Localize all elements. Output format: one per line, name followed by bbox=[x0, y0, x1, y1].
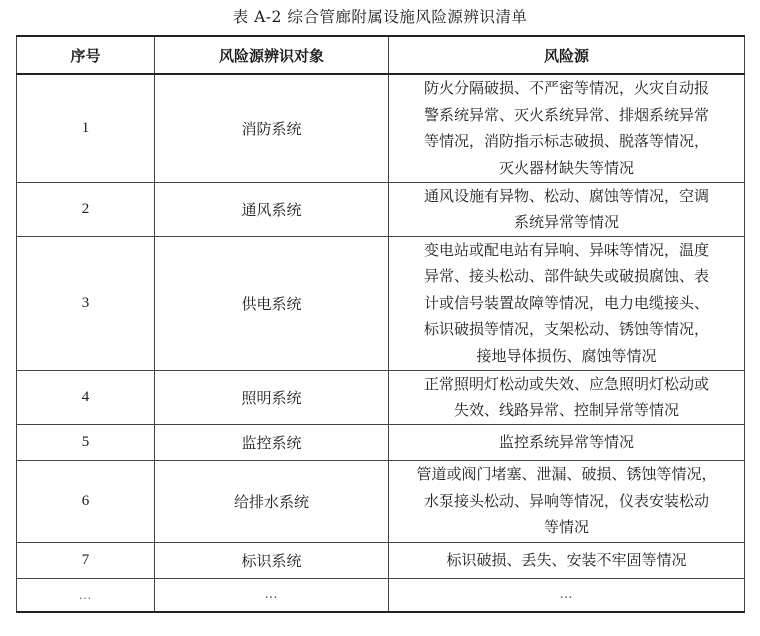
cell-risk-source bbox=[389, 542, 745, 578]
risk-source-line: 通风设施有异物、松动、腐蚀等情况，空调 bbox=[423, 186, 709, 205]
risk-source-line: … bbox=[559, 586, 574, 602]
table-row bbox=[17, 182, 745, 236]
cell-serial-number: 4 bbox=[17, 370, 155, 424]
risk-source-line: 接地导体损伤、腐蚀等情况 bbox=[476, 346, 657, 365]
table-row bbox=[17, 460, 745, 542]
cell-risk-source bbox=[389, 370, 745, 424]
table-row bbox=[17, 236, 745, 370]
cell-risk-source bbox=[389, 578, 745, 612]
cell-serial-number: 7 bbox=[17, 542, 155, 578]
cell-identification-object: 监控系统 bbox=[155, 424, 389, 460]
cell-risk-source bbox=[389, 424, 745, 460]
header-serial-number: 序号 bbox=[17, 36, 155, 74]
risk-source-line: 失效、线路异常、控制异常等情况 bbox=[453, 401, 679, 419]
cell-risk-source bbox=[389, 460, 745, 542]
risk-source-line: 管道或阀门堵塞、泄漏、破损、锈蚀等情况， bbox=[416, 465, 717, 484]
risk-source-line: 等情况，消防指示标志破损、脱落等情况， bbox=[423, 132, 709, 151]
cell-serial-number: 3 bbox=[17, 236, 155, 370]
risk-source-line: 监控系统异常等情况 bbox=[498, 432, 634, 451]
cell-identification-object: 给排水系统 bbox=[155, 460, 389, 542]
risk-source-line: 警系统异常、灭火系统异常、排烟系统异常 bbox=[423, 105, 709, 124]
risk-source-table bbox=[16, 35, 745, 613]
table-row bbox=[17, 74, 745, 182]
risk-source-line: 异常、接头松动、部件缺失或破损腐蚀、表 bbox=[423, 267, 709, 286]
risk-source-line: 灭火器材缺失等情况 bbox=[498, 158, 634, 177]
cell-risk-source bbox=[389, 182, 745, 236]
risk-source-line: 系统异常等情况 bbox=[513, 213, 619, 231]
table-header-row bbox=[17, 36, 745, 74]
cell-identification-object: 消防系统 bbox=[155, 74, 389, 182]
cell-risk-source bbox=[389, 236, 745, 370]
table-row bbox=[17, 578, 745, 612]
risk-source-line: 水泵接头松动、异响等情况，仪表安装松动 bbox=[423, 491, 709, 510]
risk-source-line: 标识破损、丢失、安装不牢固等情况 bbox=[446, 550, 687, 569]
risk-source-line: 标识破损等情况，支架松动、锈蚀等情况， bbox=[423, 320, 709, 339]
header-risk-source: 风险源 bbox=[389, 36, 745, 74]
cell-serial-number: 5 bbox=[17, 424, 155, 460]
risk-source-line: 正常照明灯松动或失效、应急照明灯松动或 bbox=[423, 374, 709, 393]
table-body bbox=[17, 74, 745, 612]
cell-serial-number: 2 bbox=[17, 182, 155, 236]
cell-serial-number: 1 bbox=[17, 74, 155, 182]
table-row bbox=[17, 370, 745, 424]
risk-source-line: 计或信号装置故障等情况，电力电缆接头、 bbox=[423, 293, 709, 312]
cell-risk-source bbox=[389, 74, 745, 182]
cell-identification-object: 照明系统 bbox=[155, 370, 389, 424]
cell-identification-object: 通风系统 bbox=[155, 182, 389, 236]
table-row bbox=[17, 424, 745, 460]
risk-source-line: 等情况 bbox=[543, 518, 589, 537]
cell-serial-number: 6 bbox=[17, 460, 155, 542]
table-row bbox=[17, 542, 745, 578]
table-caption: 表 A-2 综合管廊附属设施风险源辨识清单 bbox=[232, 8, 528, 26]
risk-source-line: 变电站或配电站有异响、异味等情况，温度 bbox=[423, 240, 709, 259]
header-identification-object: 风险源辨识对象 bbox=[155, 36, 389, 74]
cell-identification-object: 标识系统 bbox=[155, 542, 389, 578]
cell-identification-object: … bbox=[155, 578, 389, 612]
cell-identification-object: 供电系统 bbox=[155, 236, 389, 370]
cell-serial-number: … bbox=[17, 578, 155, 612]
risk-source-line: 防火分隔破损、不严密等情况，火灾自动报 bbox=[423, 79, 709, 98]
